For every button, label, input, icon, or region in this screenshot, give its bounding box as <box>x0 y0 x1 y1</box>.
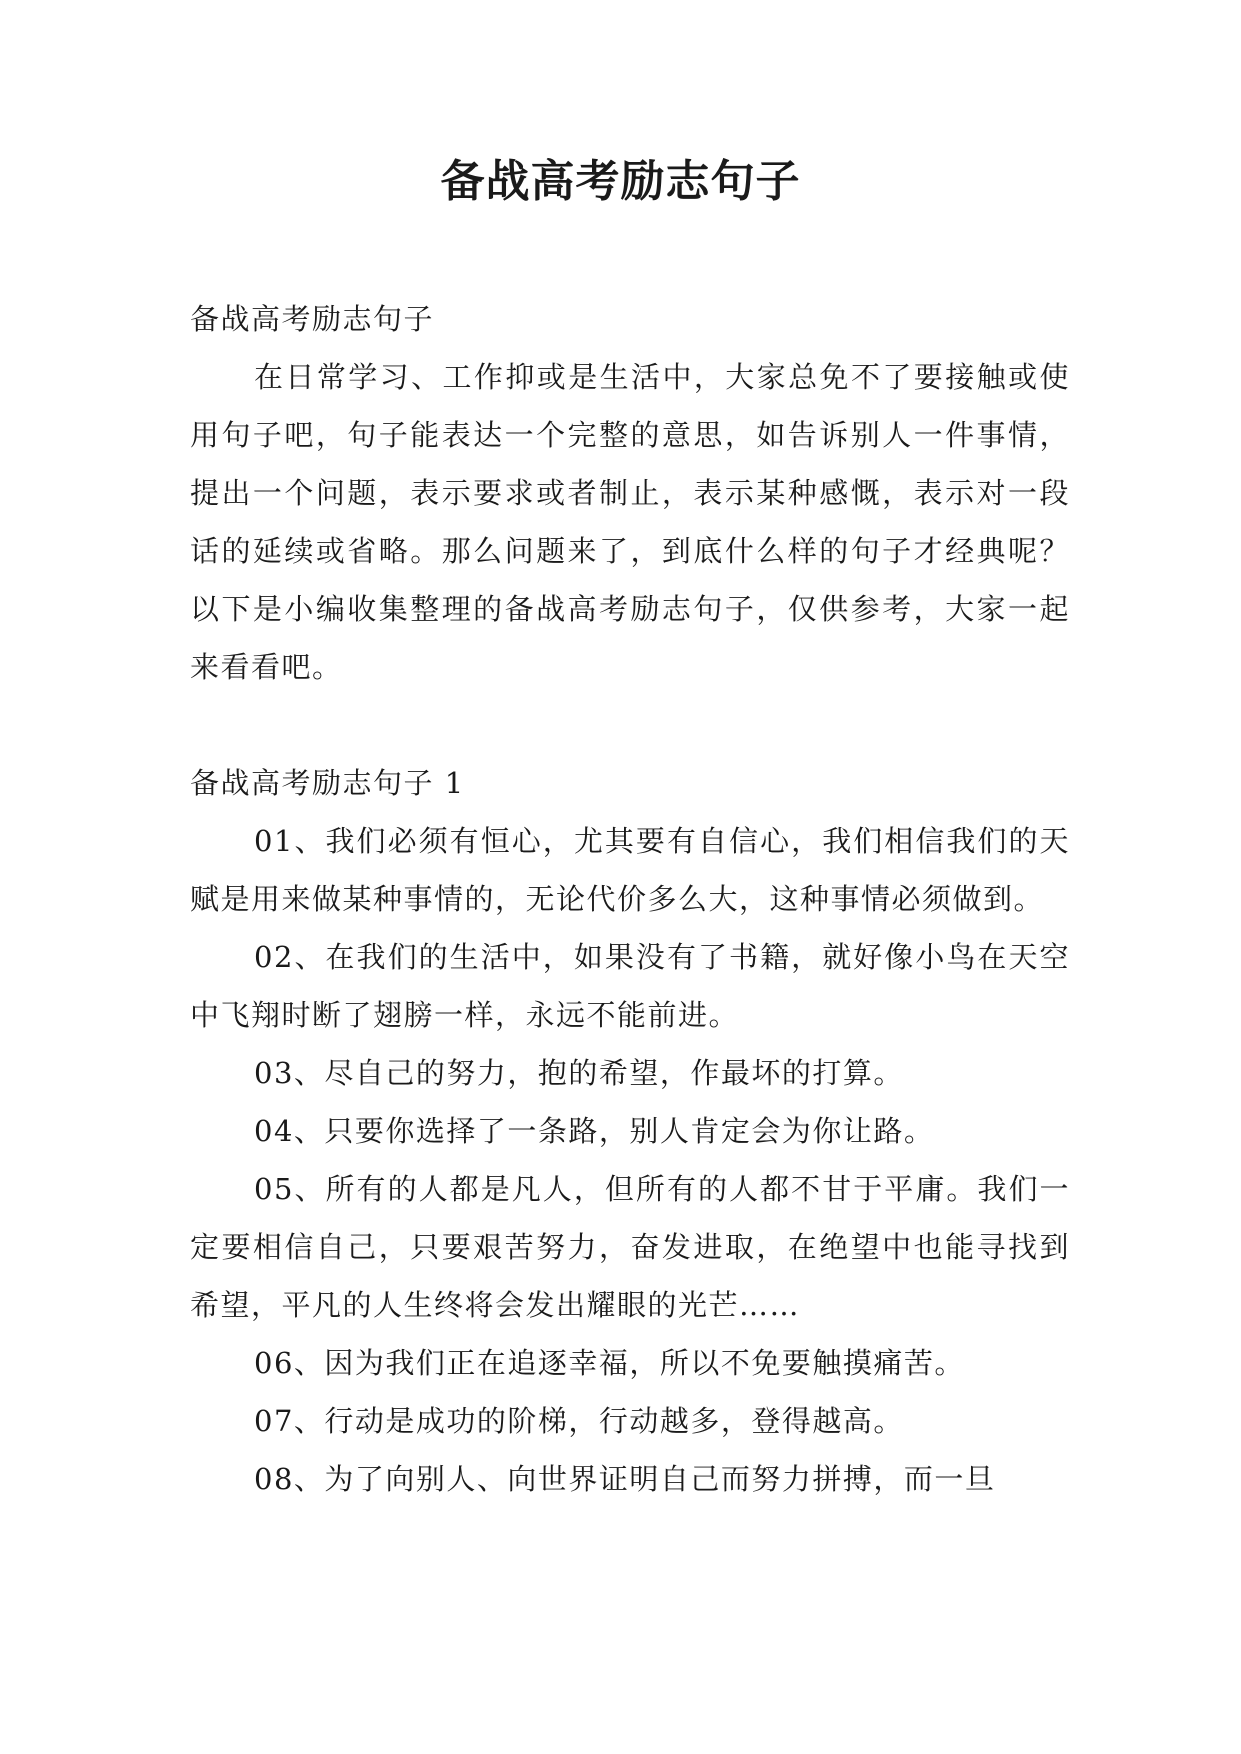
quote-02: 02、在我们的生活中，如果没有了书籍，就好像小鸟在天空中飞翔时断了翅膀一样，永远不能前进。 <box>190 940 1070 1032</box>
quote-01: 01、我们必须有恒心，尤其要有自信心，我们相信我们的天赋是用来做某种事情的，无论代价多么大，这种事情必须做到。 <box>190 824 1070 916</box>
quote-08: 08、为了向别人、向世界证明自己而努力拼搏，而一旦 <box>254 1462 996 1496</box>
quote-04: 04、只要你选择了一条路，别人肯定会为你让路。 <box>254 1114 935 1148</box>
intro-paragraph: 在日常学习、工作抑或是生活中，大家总免不了要接触或使用句子吧，句子能表达一个完整的意思，如告诉别人一件事情，提出一个问题，表示要求或者制止，表示某种感慨，表示对一段话的延续或省略。那么问题来了，到底什么样的句子才经典呢？以下是小编收集整理的备战高考励志句子，仅供参考，大家一起来看看吧。 <box>190 360 1070 684</box>
quote-07: 07、行动是成功的阶梯，行动越多，登得越高。 <box>254 1404 904 1438</box>
section-heading-1: 备战高考励志句子 1 <box>190 766 465 800</box>
intro-heading: 备战高考励志句子 <box>190 302 435 336</box>
document-title: 备战高考励志句子 <box>440 156 801 207</box>
quote-05: 05、所有的人都是凡人，但所有的人都不甘于平庸。我们一定要相信自己，只要艰苦努力，奋发进取，在绝望中也能寻找到希望，平凡的人生终将会发出耀眼的光芒…… <box>190 1172 1070 1322</box>
quote-03: 03、尽自己的努力，抱的希望，作最坏的打算。 <box>254 1056 904 1090</box>
quote-06: 06、因为我们正在追逐幸福，所以不免要触摸痛苦。 <box>254 1346 965 1380</box>
document-body <box>190 290 1070 1508</box>
section-spacer <box>190 696 1070 754</box>
